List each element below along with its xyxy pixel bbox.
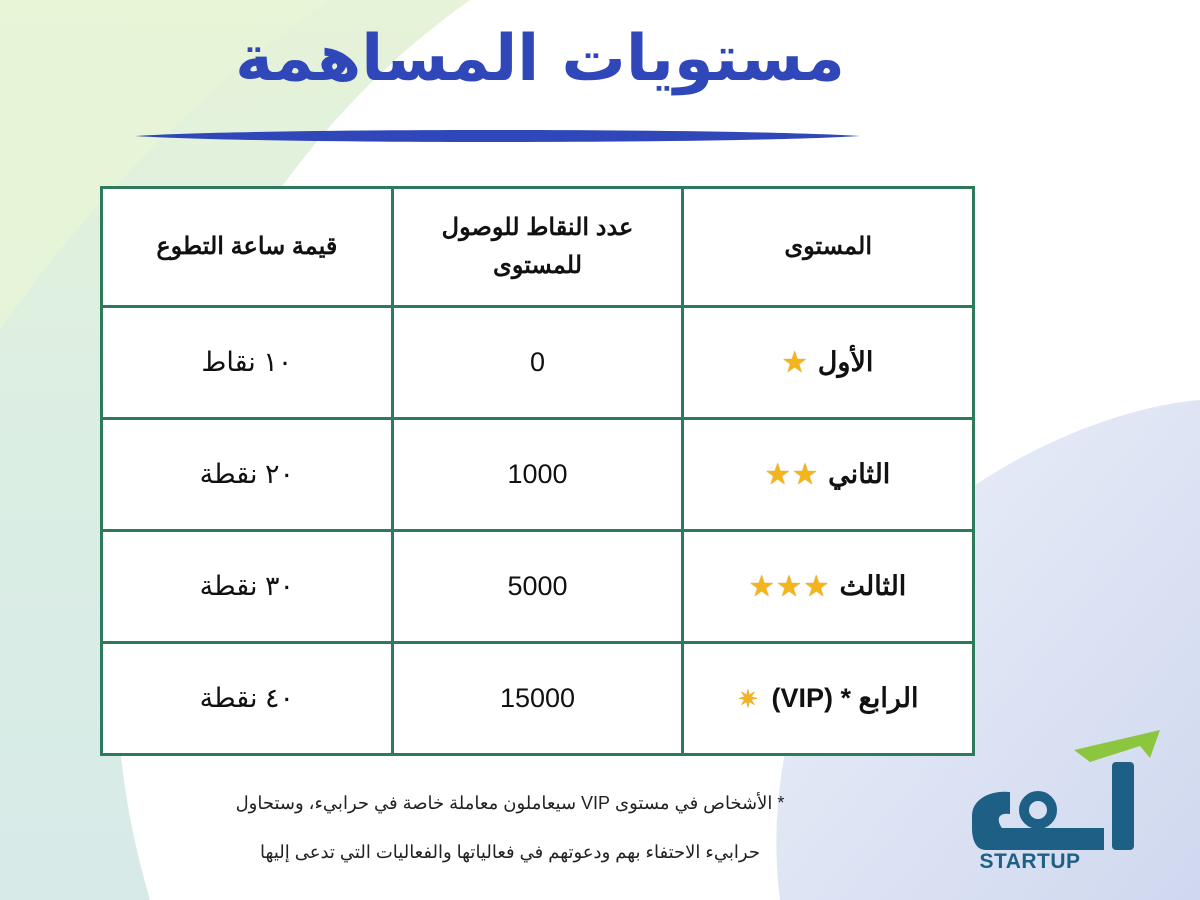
- star-icon: ★: [782, 347, 807, 377]
- star-icon: ★: [804, 571, 828, 601]
- points-cell: 0: [392, 307, 683, 419]
- hour-value-cell: ٢٠ نقطة: [102, 419, 393, 531]
- level-cell: [683, 307, 974, 419]
- table-header-row: [102, 188, 974, 307]
- star-icon: ★: [750, 571, 774, 601]
- level-cell: [683, 419, 974, 531]
- footnote-line-1: * الأشخاص في مستوى VIP سيعاملون معاملة خاصة في حرابيء، وستحاول: [235, 793, 785, 813]
- dizzy-star-icon: ✷: [737, 686, 758, 713]
- points-cell: 5000: [392, 531, 683, 643]
- logo-startup-text: STARTUP: [979, 850, 1081, 873]
- logo-arrow-icon: [1074, 730, 1160, 762]
- header-level: المستوى: [683, 188, 974, 307]
- hour-value-cell: ٤٠ نقطة: [102, 643, 393, 755]
- star-icon: ★: [766, 459, 790, 489]
- contribution-levels-table: [100, 186, 975, 756]
- title-underline: [135, 126, 865, 146]
- table-row: [102, 531, 974, 643]
- level-label: الثالث: [839, 571, 907, 601]
- logo-fa-dot: [1024, 796, 1052, 824]
- hour-value-cell: ١٠ نقاط: [102, 307, 393, 419]
- page-title: مستويات المساهمة: [235, 22, 845, 96]
- table-row: [102, 307, 974, 419]
- hour-value-cell: ٣٠ نقطة: [102, 531, 393, 643]
- points-cell: 1000: [392, 419, 683, 531]
- star-icon: ★: [793, 459, 817, 489]
- star-icon: ★: [777, 571, 801, 601]
- level-label: الثاني: [828, 459, 891, 489]
- level-label: الأول: [817, 347, 874, 377]
- footnote-line-2: حرابيء الاحتفاء بهم ودعوتهم في فعالياتها والفعاليات التي تدعى إليها: [260, 842, 760, 862]
- level-label: الرابع * (VIP): [771, 683, 919, 713]
- level-cell: [683, 643, 974, 755]
- logo-alef-stroke: [1112, 762, 1134, 850]
- table-row: [102, 419, 974, 531]
- points-cell: 15000: [392, 643, 683, 755]
- header-points: عدد النقاط للوصول للمستوى: [392, 188, 683, 307]
- level-cell: [683, 531, 974, 643]
- header-hour-value: قيمة ساعة التطوع: [102, 188, 393, 307]
- table-row: [102, 643, 974, 755]
